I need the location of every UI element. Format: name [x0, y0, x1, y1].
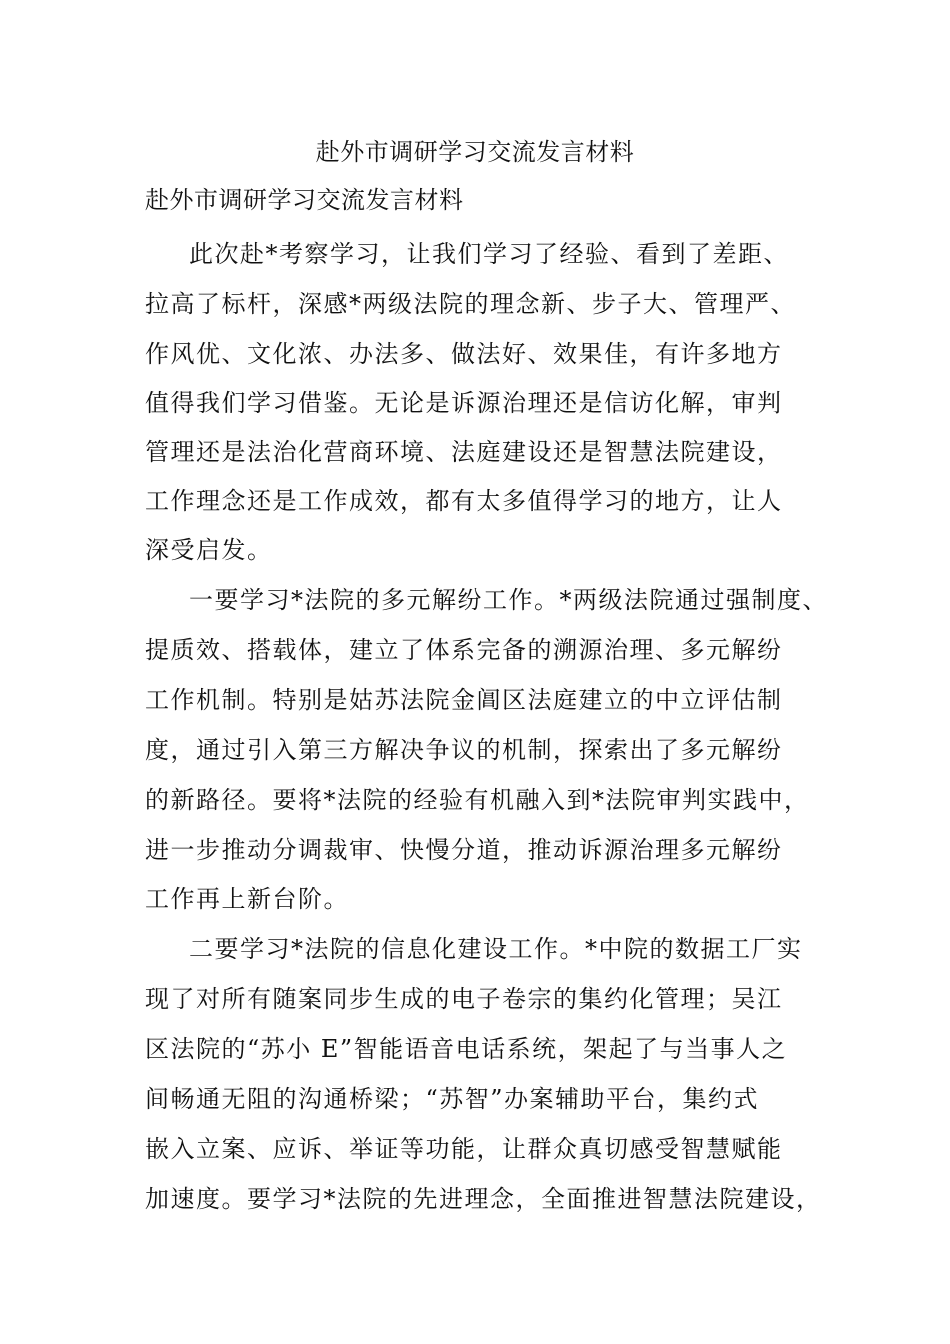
paragraph-3-line-4: 间畅通无阻的沟通桥梁；“苏智”办案辅助平台，集约式	[145, 1085, 760, 1113]
paragraph-2-line-7: 工作再上新台阶。	[145, 885, 349, 913]
paragraph-1-line-4: 值得我们学习借鉴。无论是诉源治理还是信访化解，审判	[145, 389, 783, 417]
paragraph-1-line-1: 此次赴*考察学习，让我们学习了经验、看到了差距、	[189, 240, 789, 268]
document-subtitle: 赴外市调研学习交流发言材料	[145, 186, 464, 214]
paragraph-2-line-4: 度，通过引入第三方解决争议的机制，探索出了多元解纷	[145, 736, 783, 764]
paragraph-1-line-7: 深受启发。	[145, 536, 273, 564]
paragraph-1-line-2: 拉高了标杆，深感*两级法院的理念新、步子大、管理严、	[145, 290, 796, 318]
paragraph-1-line-3: 作风优、文化浓、办法多、做法好、效果佳，有许多地方	[145, 340, 783, 368]
paragraph-2-line-6: 进一步推动分调裁审、快慢分道，推动诉源治理多元解纷	[145, 836, 783, 864]
paragraph-1-line-6: 工作理念还是工作成效，都有太多值得学习的地方，让人	[145, 487, 783, 515]
paragraph-2-line-5: 的新路径。要将*法院的经验有机融入到*法院审判实践中，	[145, 786, 810, 814]
paragraph-3-line-6: 加速度。要学习*法院的先进理念，全面推进智慧法院建设，	[145, 1185, 822, 1213]
paragraph-3-line-5: 嵌入立案、应诉、举证等功能，让群众真切感受智慧赋能	[145, 1135, 783, 1163]
paragraph-3-line-1: 二要学习*法院的信息化建设工作。*中院的数据工厂实	[189, 935, 803, 963]
paragraph-1-line-5: 管理还是法治化营商环境、法庭建设还是智慧法院建设，	[145, 438, 783, 466]
paragraph-3-line-2: 现了对所有随案同步生成的电子卷宗的集约化管理；吴江	[145, 985, 783, 1013]
paragraph-2-line-1: 一要学习*法院的多元解纷工作。*两级法院通过强制度、	[189, 586, 828, 614]
paragraph-2-line-3: 工作机制。特别是姑苏法院金阊区法庭建立的中立评估制	[145, 686, 783, 714]
document-title: 赴外市调研学习交流发言材料	[315, 138, 635, 166]
paragraph-3-line-3: 区法院的“苏小 E”智能语音电话系统，架起了与当事人之	[145, 1035, 788, 1063]
paragraph-2-line-2: 提质效、搭载体，建立了体系完备的溯源治理、多元解纷	[145, 636, 783, 664]
